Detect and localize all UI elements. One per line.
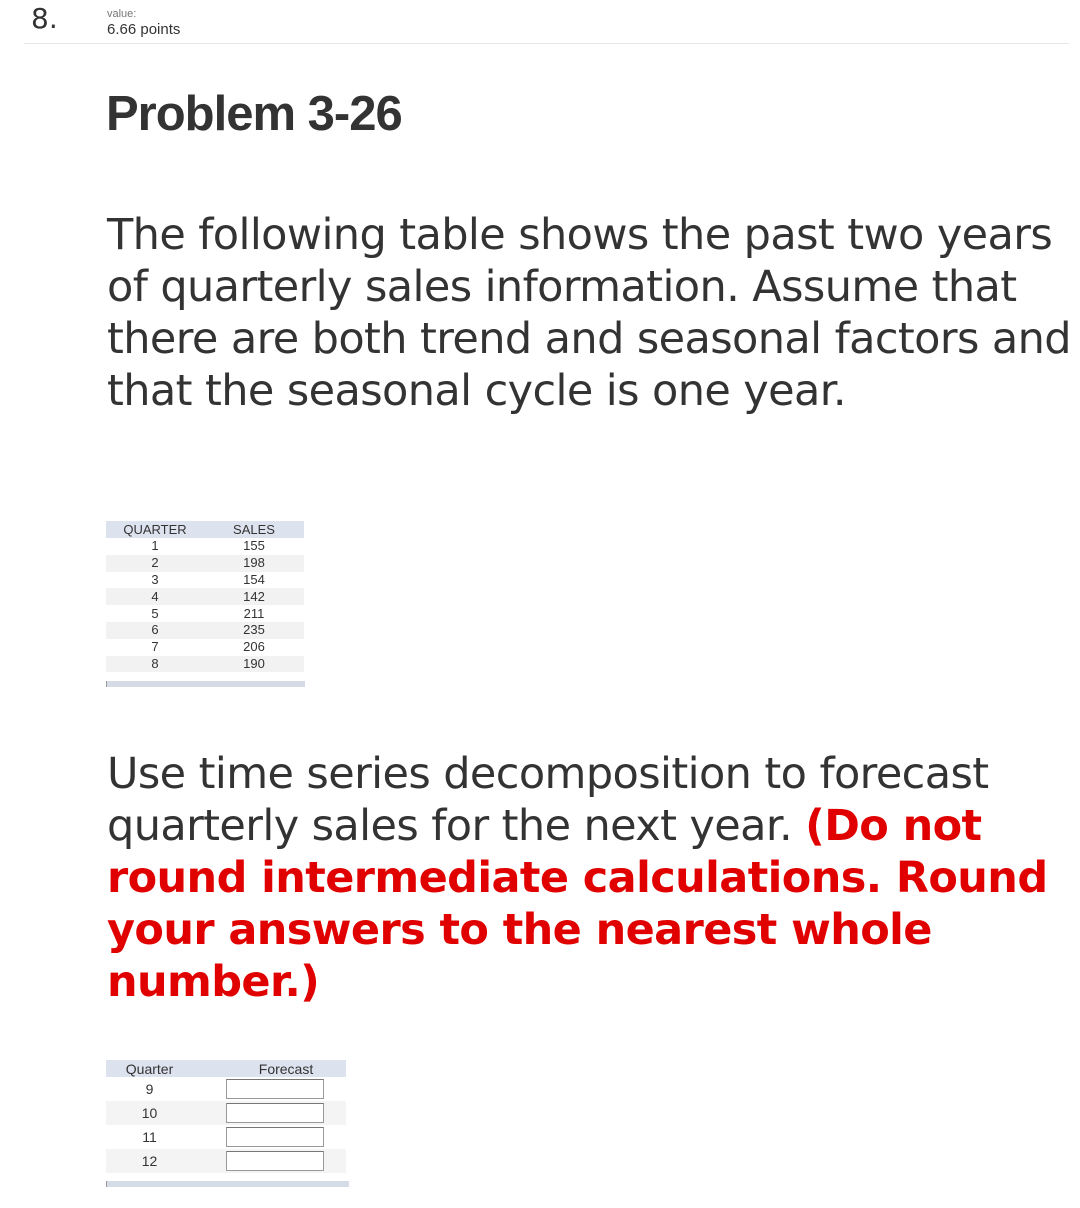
instruction-emphasis: (Do not round intermediate calculations. Round your answers to the nearest whole number.) <box>107 801 1048 1007</box>
header-sales: SALES <box>204 521 304 538</box>
question-number: 8. <box>31 2 58 35</box>
sales-cell: 142 <box>204 588 304 605</box>
sales-cell: 155 <box>243 538 265 554</box>
quarter-cell: 1 <box>151 538 159 554</box>
forecast-input-q9[interactable] <box>226 1079 324 1099</box>
table-row <box>106 555 304 572</box>
header-forecast: Forecast <box>226 1060 346 1077</box>
sales-cell: 211 <box>243 605 265 621</box>
quarter-cell: 12 <box>106 1149 193 1173</box>
points-value: 6.66 points <box>107 21 181 38</box>
forecast-input-q12[interactable] <box>226 1151 324 1171</box>
table-row <box>106 1101 346 1125</box>
table-row <box>106 639 304 656</box>
quarter-cell: 6 <box>106 622 204 639</box>
header-quarter: QUARTER <box>106 521 204 538</box>
table-row <box>106 1149 346 1173</box>
sales-table <box>106 521 304 672</box>
table-row <box>106 538 304 555</box>
problem-instruction <box>107 748 1072 1008</box>
sales-cell: 206 <box>243 639 265 655</box>
table-row <box>106 588 304 605</box>
quarter-cell: 5 <box>151 605 159 621</box>
table-row <box>106 1125 346 1149</box>
problem-intro: The following table shows the past two years of quarterly sales information. Assume that there are both trend and seasonal factors and that the seasonal cycle is one year. <box>107 210 1071 416</box>
table-row <box>106 1077 346 1101</box>
sales-cell: 154 <box>243 571 265 587</box>
sales-cell: 190 <box>204 656 304 673</box>
instruction-text: Use time series decomposition to forecast quarterly sales for the next year. <box>107 749 989 851</box>
quarter-cell: 8 <box>106 656 204 673</box>
quarter-cell: 10 <box>106 1101 193 1125</box>
table-row <box>106 656 304 673</box>
forecast-table <box>106 1060 346 1173</box>
header-quarter: Quarter <box>106 1060 193 1077</box>
problem-title: Problem 3-26 <box>106 87 402 141</box>
header-divider <box>24 43 1069 44</box>
quarter-cell: 9 <box>145 1081 154 1097</box>
table-row <box>106 572 304 589</box>
quarter-cell: 4 <box>106 588 204 605</box>
quarter-cell: 11 <box>142 1129 157 1145</box>
forecast-input-q11[interactable] <box>226 1127 324 1147</box>
quarter-cell: 2 <box>106 555 204 572</box>
quarter-cell: 3 <box>151 571 159 587</box>
sales-cell: 198 <box>204 555 304 572</box>
table-row <box>106 622 304 639</box>
value-label: value: <box>107 8 137 20</box>
table-footer-bar <box>106 1181 349 1187</box>
sales-cell: 235 <box>204 622 304 639</box>
table-row <box>106 605 304 622</box>
forecast-input-q10[interactable] <box>226 1103 324 1123</box>
quarter-cell: 7 <box>151 639 159 655</box>
table-footer-bar <box>106 681 305 687</box>
